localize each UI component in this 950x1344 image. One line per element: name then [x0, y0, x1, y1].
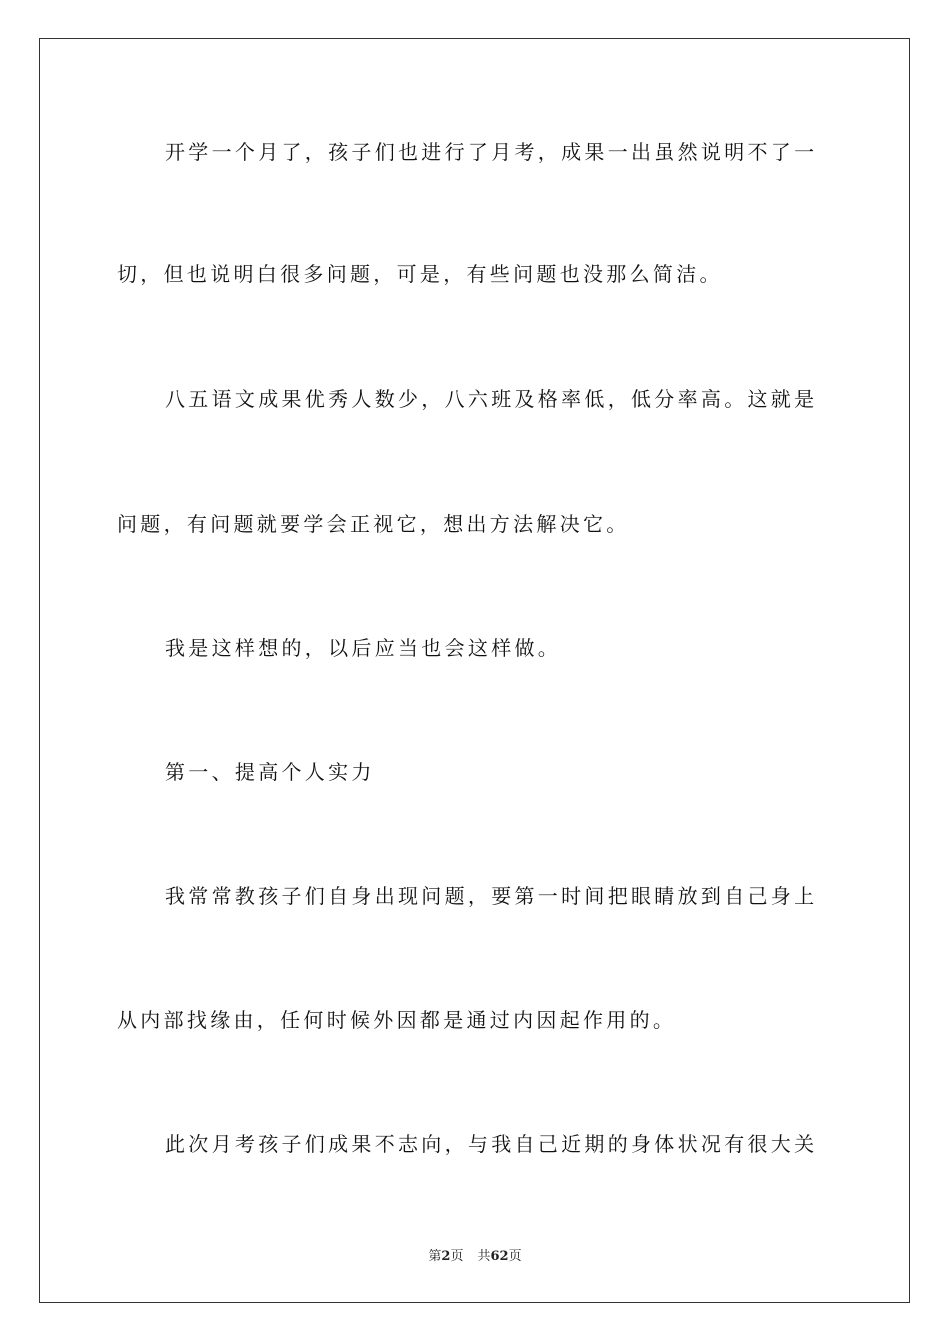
paragraph-line-3: 八五语文成果优秀人数少，八六班及格率低，低分率高。这就是 [165, 387, 818, 411]
paragraph-line-9: 此次月考孩子们成果不志向，与我自己近期的身体状况有很大关 [165, 1132, 818, 1156]
paragraph-line-5: 我是这样想的，以后应当也会这样做。 [165, 636, 562, 660]
page-border [39, 38, 910, 1303]
paragraph-line-1: 开学一个月了，孩子们也进行了月考，成果一出虽然说明不了一 [165, 140, 818, 164]
paragraph-line-7: 我常常教孩子们自身出现问题，要第一时间把眼睛放到自己身上 [165, 884, 818, 908]
total-prefix: 共 [477, 1249, 491, 1264]
total-pages: 62 [490, 1249, 509, 1264]
paragraph-line-2: 切，但也说明白很多问题，可是，有些问题也没那么简洁。 [117, 262, 723, 286]
page-number: 2 [441, 1249, 451, 1264]
paragraph-line-8: 从内部找缘由，任何时候外因都是通过内因起作用的。 [117, 1008, 677, 1032]
page-prefix: 第 [428, 1249, 442, 1264]
paragraph-line-4: 问题，有问题就要学会正视它，想出方法解决它。 [117, 512, 630, 536]
section-heading: 第一、提高个人实力 [165, 760, 375, 784]
total-suffix: 页 [508, 1249, 522, 1264]
page-suffix: 页 [450, 1249, 464, 1264]
page-footer [0, 1248, 950, 1266]
